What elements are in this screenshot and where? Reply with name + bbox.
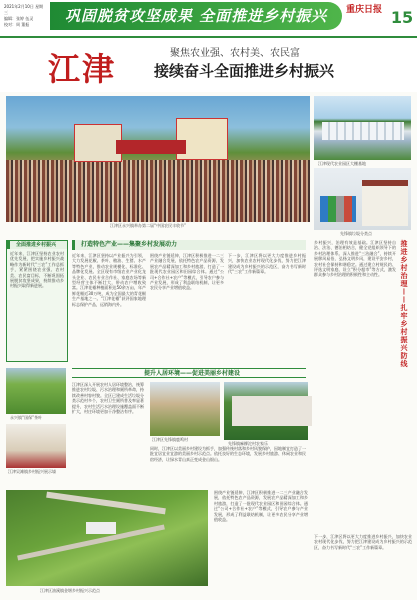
newspaper-logo bbox=[346, 4, 386, 32]
stage-board-left bbox=[74, 124, 122, 162]
greenhouse bbox=[322, 122, 404, 140]
exhibition-wall-photo bbox=[6, 424, 66, 468]
headline: 接续奋斗全面推进乡村振兴 bbox=[154, 62, 335, 80]
newspaper-name: 重庆日报 bbox=[346, 5, 383, 15]
section-industry: 打造特色产业——集聚乡村发展动力 bbox=[72, 240, 306, 250]
village-road bbox=[46, 492, 166, 515]
crowd bbox=[6, 160, 310, 222]
header-banner: 巩固脱贫攻坚成果 全面推进乡村振兴 bbox=[50, 2, 342, 30]
pavilion-photo bbox=[150, 382, 220, 436]
stage bbox=[116, 140, 186, 154]
estate-caption: 先锋镇麻柳沱村农家乐 bbox=[228, 441, 268, 446]
aerial-caption: 江津区油溪镇金堰乡村振兴示范点 bbox=[40, 588, 100, 593]
wall-caption: 江津吴滩镇乡村振兴展示墙 bbox=[8, 469, 56, 474]
para-industry-1: 近年来，江津区坚持以产业振兴为引领，大力发展花椒、茶叶、粮油、生猪、水产等特色产业，推动农业规模化、标准化、品牌化发展。全区现有市级农业产业化龙头企业、农民专业合作社、家庭农场等新型经营主体不断壮大，带动农户增收致富。江津花椒种植面积达50余万亩，年产鲜花椒近30万吨，成为全国最大的青花椒生产基地之一。“江津花椒”获评国家地理标志保护产品，远销海内外。 bbox=[72, 253, 146, 307]
issue-proof: 校对：周 董振 bbox=[4, 22, 30, 27]
main-photo-caption: 江津区永兴镇举办第二届“中国农民丰收节” bbox=[110, 223, 187, 228]
issue-info bbox=[4, 4, 44, 32]
intro-box bbox=[6, 240, 68, 362]
estate-building bbox=[232, 396, 312, 426]
intro-box-title: 全面推进乡村振兴 bbox=[7, 241, 67, 249]
estate-photo bbox=[224, 382, 308, 440]
sorting-caption: 先锋镇垃圾分类点 bbox=[340, 231, 372, 236]
sorting-bins bbox=[320, 196, 356, 222]
para-environment-2: 同时，江津区以美丽乡村建设为抓手，加强传统村落和乡村风貌保护，因地制宜打造了一批宜居宜业宜游的美丽乡村示范点。依托良好的生态环境，发展乡村旅游、休闲农业和民宿经济，让绿水青山真正变成金山银山。 bbox=[150, 446, 306, 462]
village-house bbox=[86, 522, 116, 534]
field-caption: 永兴镇“国保”茶叶 bbox=[10, 415, 43, 420]
greenhouse-photo bbox=[314, 96, 411, 160]
page-number: 15 bbox=[390, 8, 414, 27]
section-environment: 提升人居环境——促进美丽乡村建设 bbox=[72, 368, 306, 378]
para-closing: 下一步，江津区将以更大力度推进乡村振兴，加快农业农村现代化步伐，努力把江津建设成为乡村振兴的示范区，奋力书写新时代“三农”工作新篇章。 bbox=[314, 534, 412, 550]
para-industry-3: 下一步，江津区将以更大力度推进乡村振兴，加快农业农村现代化步伐，努力把江津建设成为乡村振兴的示范区，奋力书写新时代“三农”工作新篇章。 bbox=[228, 253, 306, 275]
para-environment-3: 围绕产业链延伸，江津区积极推进一二三产业融合发展，依托特色农产品资源，发展农产品精深加工和乡村旅游，打造了一批现代农业园区和田园综合体。通过“公司+合作社+农户”等模式，引导农户参与产业发展，形成了利益联结机制，让更多农民分享产业增值收益。 bbox=[214, 490, 308, 523]
field-photo bbox=[6, 368, 66, 414]
station-building bbox=[362, 180, 408, 226]
pavilion-caption: 江津区先锋镇鹿鸣村 bbox=[152, 437, 188, 442]
para-governance: 乡村振兴，治理有效是基础。江津区坚持自治、法治、德治相结合，健全党组织领导下的乡村治理体系。深入推进“三治融合”，持续开展移风易俗，弘扬文明乡风，建设平安乡村，农村社会保持和谐稳定。通过建立村规民约、评选文明家庭、设立“积分超市”等方式，激发群众参与乡村治理的积极性和主动性。 bbox=[314, 240, 396, 278]
sorting-station-photo bbox=[314, 168, 411, 230]
title-subtitle: 聚焦农业强、农村美、农民富 bbox=[170, 48, 300, 59]
county-title: 江津 bbox=[48, 50, 117, 88]
festival-photo bbox=[6, 96, 310, 222]
section-governance-vertical: 推进乡村治理——扎牢乡村振兴防线 bbox=[400, 240, 409, 368]
greenhouse-caption: 江津现代农业园区大棚基地 bbox=[318, 161, 366, 166]
issue-editor: 编辑：张婷 伍灵 bbox=[4, 16, 34, 21]
para-environment-1: 江津区深入开展农村人居环境整治，统筹推进农村垃圾、污水治理和厕所革命，持续改善村容村貌。全区已建成生活垃圾分类示范村多个，农村卫生厕所普及率显著提升，农村生活污水治理设施覆盖面不断扩大，村庄环境更加干净整洁有序。 bbox=[72, 382, 144, 415]
para-industry-2: 围绕产业链延伸，江津区积极推进一二三产业融合发展，依托特色农产品资源，发展农产品精深加工和乡村旅游，打造了一批现代农业园区和田园综合体。通过“公司+合作社+农户”等模式，引导农户参与产业发展，形成了利益联结机制，让更多农民分享产业增值收益。 bbox=[150, 253, 224, 291]
issue-date: 2021年2月10日 星期三 bbox=[4, 4, 44, 15]
aerial-village-photo bbox=[6, 490, 208, 586]
intro-box-text: 近年来，江津区坚持农业农村优先发展，把实施乡村振兴战略作为新时代“三农”工作总抓手，紧紧围绕农业强、农村美、农民富目标，不断巩固拓展脱贫攻坚成果，持续推动乡村振兴取得新进展。 bbox=[10, 251, 64, 289]
